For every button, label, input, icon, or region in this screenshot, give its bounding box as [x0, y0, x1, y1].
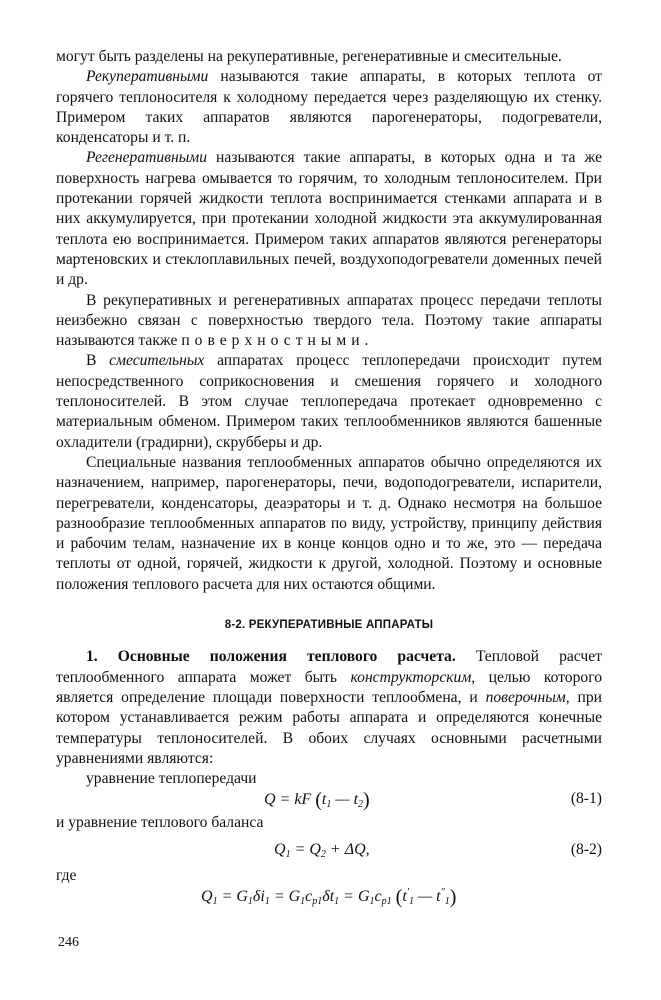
- term-surface-spaced: поверхностными.: [181, 332, 374, 350]
- section-heading: 8-2. РЕКУПЕРАТИВНЫЕ АППАРАТЫ: [224, 619, 434, 632]
- paragraph-mixing: [56, 351, 602, 452]
- paragraph-thermal-calc-text-c: при котором устанавливается режим работы аппарата и определяются конечные температуры теплоносителей. В обоих случаях основными расчетными уравнениями являются:: [56, 688, 602, 767]
- paragraph-intro-text: могут быть разделены на рекуперативные, регенеративные и смесительные.: [56, 48, 562, 65]
- paragraph-surface-text: В рекуперативных и регенеративных аппаратах процесс передачи теплоты неизбежно связан с поверхностью твердого тела. Поэтому такие аппараты называются также: [56, 291, 602, 350]
- subsection-title: 1. Основные положения теплового расчета.: [86, 648, 456, 666]
- equation-8-2-number: (8-2): [570, 840, 602, 858]
- term-recuperative: Рекуперативными: [86, 68, 209, 86]
- paragraph-recuperative: [56, 67, 602, 148]
- paragraph-special-names: [56, 453, 602, 595]
- equation-8-1: [56, 789, 602, 813]
- label-heat-balance-equation: и уравнение теплового баланса: [56, 814, 264, 832]
- paragraph-regenerative: [56, 148, 602, 290]
- paragraph-regenerative-text: называются такие аппараты, в которых одна и та же поверхность нагрева омывается то горячим, то холодным теплоносителем. При протекании горячей жидкости теплота воспринимается стенками аппарата и в них аккумулируется, при протекании холодной жидкости эта аккумулированная теплота ею воспринимается. Примером таких аппаратов являются регенераторы мартеновских и стеклоплавильных печей, воздухоподогреватели доменных печей и др.: [56, 149, 602, 289]
- paragraph-mixing-text: аппаратах процесс теплопередачи происходит путем непосредственного соприкосновения и смешения горячего и холодного теплоносителей. В этом случае теплопередача протекает одновременно с материальным обменом. Примером таких теплообменников являются башенные охладители (градирни), скрубберы и др.: [56, 352, 602, 451]
- paragraph-thermal-calc-text-b: целью которого является определение площади поверхности теплообмена, и: [56, 668, 602, 706]
- paragraph-mixing-start: В: [86, 352, 110, 370]
- paragraph-surface: [56, 291, 602, 352]
- equation-8-1-number: (8-1): [570, 790, 602, 808]
- equation-8-1-formula: Q = kF ($t_1$ — $t_2$): [264, 789, 370, 812]
- paragraph-intro: [56, 47, 602, 67]
- equation-8-2: [56, 840, 602, 864]
- equation-heat-flow-formula: $Q_1 = G_1\delta i_1 = G_1c_{p1}\delta t_1 = G_1c_{p1}$ ($t'_1$ — $t''_1$): [201, 885, 457, 908]
- term-design: конструкторским,: [350, 668, 476, 686]
- term-verification: поверочным,: [485, 688, 570, 706]
- paragraph-recuperative-text: называются такие аппараты, в которых теплота от горячего теплоносителя к холодному передается через разделяющую их стенку. Примером таких аппаратов являются парогенераторы, подогреватели, конденсаторы и т. п.: [56, 68, 602, 147]
- equation-8-2-formula: $Q_1 = Q_2 + \Delta Q$,: [274, 840, 370, 860]
- term-regenerative: Регенеративными: [86, 149, 208, 167]
- paragraph-thermal-calc-text-a: Тепловой расчет теплообменного аппарата может быть: [56, 648, 602, 686]
- label-where: где: [56, 866, 77, 884]
- text-body: [56, 47, 602, 910]
- paragraph-special-names-text: Специальные названия теплообменных аппаратов обычно определяются их назначением, например, парогенераторы, печи, водоподогреватели, испарители, перегреватели, конденсаторы, деаэраторы и т. д. Однако несмотря на большое разнообразие теплообменных аппаратов по виду, устройству, принципу действия и рабочим телам, назначение их в конце концов одно и то же, это — передача теплоты от одной, горячей, жидкости к другой, холодной. Поэтому и основные положения теплового расчета для них остаются общими.: [56, 453, 602, 593]
- label-heat-transfer-equation: уравнение теплопередачи: [86, 770, 257, 788]
- equation-heat-flow: [56, 886, 602, 910]
- term-mixing: смесительных: [109, 352, 205, 370]
- paragraph-thermal-calc: [56, 647, 602, 769]
- page-number: 246: [58, 935, 79, 950]
